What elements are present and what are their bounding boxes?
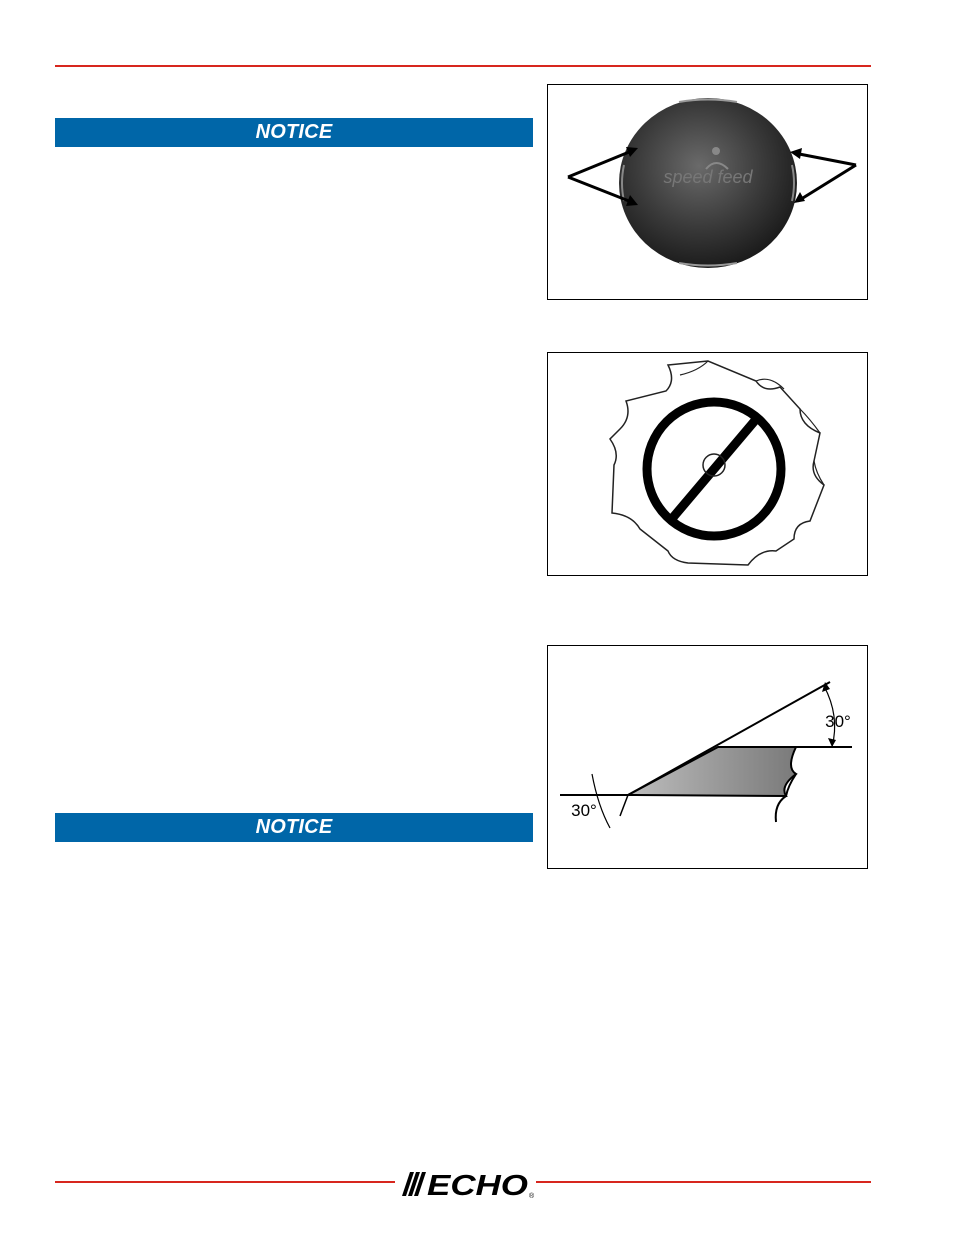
footer-rule-left	[55, 1181, 395, 1183]
blade-tooth-shaded	[628, 747, 796, 796]
header-rule	[55, 65, 871, 67]
echo-speed-stripes-icon	[402, 1172, 426, 1196]
blade-angle-illustration	[548, 646, 869, 870]
echo-logo	[396, 1168, 536, 1200]
figure-speed-feed-head	[547, 84, 868, 300]
right-arrows	[794, 153, 856, 201]
speed-feed-logo-text: speed feed	[663, 167, 753, 187]
speed-feed-head-illustration	[548, 85, 869, 301]
echo-brand-text: ECHO	[427, 1170, 529, 1200]
registered-mark: ®	[529, 1193, 535, 1200]
notice-banner-2	[55, 813, 533, 842]
figure-blade-angle	[547, 645, 868, 869]
logo-figure-icon	[712, 147, 720, 155]
angle-label-bottom: 30°	[571, 801, 597, 820]
notice-label: NOTICE	[255, 816, 333, 838]
bottom-extension-line	[620, 795, 628, 816]
footer-rule-right	[536, 1181, 871, 1183]
figure-prohibited-blade	[547, 352, 868, 576]
notice-banner-1	[55, 118, 533, 147]
angle-label-top: 30°	[825, 712, 851, 731]
prohibited-blade-illustration	[548, 353, 869, 577]
top-arc-arrow-lower	[828, 738, 836, 747]
notice-label: NOTICE	[255, 121, 333, 143]
